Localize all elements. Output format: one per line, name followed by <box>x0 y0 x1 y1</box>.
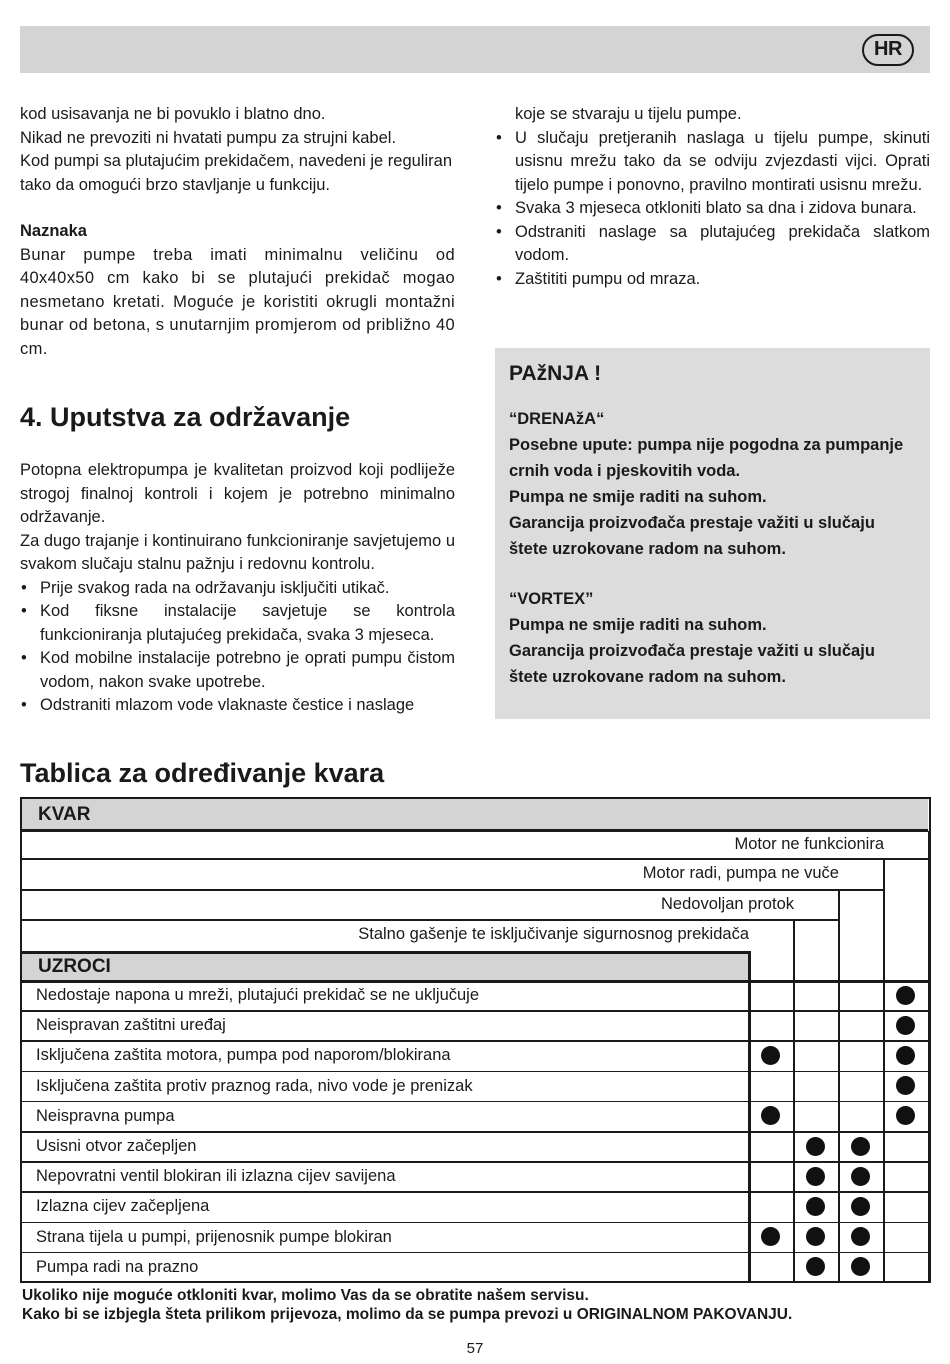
uzroci-band <box>22 951 748 980</box>
fault-cause-dot <box>806 1167 825 1186</box>
maintenance-paragraph-1: Potopna elektropumpa je kvalitetan proizvod koji podliježe strogoj finalnoj kontroli i kojem je potrebno minimalno održavanje. <box>20 461 455 526</box>
footer-line-2: Kako bi se izbjegla šteta prilikom prijevoza, molimo da se pumpa prevozi u ORIGINALNOM PAKOVANJU. <box>22 1306 793 1323</box>
cause-label: Neispravan zaštitni uređaj <box>36 1016 226 1035</box>
page-number: 57 <box>466 1340 484 1357</box>
warning-box <box>495 348 930 719</box>
drenaza-title: “DRENAžA“ <box>509 410 605 428</box>
header-bar <box>20 26 930 73</box>
cause-label: Pumpa radi na prazno <box>36 1257 199 1276</box>
fault-table-title: Tablica za određivanje kvara <box>20 758 385 788</box>
note-text: Bunar pumpe treba imati minimalnu veličinu od 40x40x50 cm kako bi se plutajući prekidač mogao nesmetano kretati. Moguće je koristiti okrugli montažni bunar od betona, s unutarnjim promjerom od približno 40 cm. <box>20 245 455 358</box>
table-rule <box>928 831 930 1282</box>
fault-cause-dot <box>851 1137 870 1156</box>
list-item: • Zaštititi pumpu od mraza. <box>495 268 930 292</box>
table-rule <box>22 919 838 921</box>
intro-line-1: kod usisavanja ne bi povuklo i blatno dno. <box>20 105 326 123</box>
footer-note <box>22 1286 792 1324</box>
cause-label: Izlazna cijev začepljena <box>36 1197 210 1216</box>
table-rule <box>22 858 928 860</box>
fault-cause-dot <box>806 1257 825 1276</box>
table-rule <box>22 1040 928 1042</box>
table-rule <box>22 1191 928 1193</box>
fault-cause-dot <box>851 1257 870 1276</box>
fault-cause-dot <box>806 1137 825 1156</box>
cause-label: Isključena zaštita protiv praznog rada, nivo vode je prenizak <box>36 1076 473 1095</box>
continuation-text: koje se stvaraju u tijelu pumpe. <box>515 105 742 123</box>
fault-cause-dot <box>761 1046 780 1065</box>
list-item: • Svaka 3 mjeseca otkloniti blato sa dna i zidova bunara. <box>495 197 930 221</box>
table-rule <box>22 889 883 891</box>
right-column <box>495 103 930 291</box>
vortex-line-2: Garancija proizvođača prestaje važiti u slučaju štete uzrokovane radom na suhom. <box>509 642 875 686</box>
fault-cause-dot <box>806 1227 825 1246</box>
intro-line-3: Kod pumpi sa plutajućim prekidačem, navedeni je reguliran tako da omogući brzo stavljanje u funkciju. <box>20 152 452 194</box>
cause-label: Nepovratni ventil blokiran ili izlazna cijev savijena <box>36 1167 396 1186</box>
fault-cause-dot <box>851 1227 870 1246</box>
fault-cause-dot <box>896 1046 915 1065</box>
fault-cause-dot <box>851 1197 870 1216</box>
fault-cause-dot <box>896 1016 915 1035</box>
language-badge: HR <box>862 34 914 66</box>
table-rule <box>22 1161 928 1163</box>
drenaza-line-1: Posebne upute: pumpa nije pogodna za pumpanje crnih voda i pjeskovitih voda. <box>509 436 904 480</box>
fault-cause-dot <box>761 1106 780 1125</box>
cause-label: Usisni otvor začepljen <box>36 1137 197 1155</box>
drenaza-line-3: Garancija proizvođača prestaje važiti u slučaju štete uzrokovane radom na suhom. <box>509 514 875 558</box>
warning-title: PAžNJA ! <box>509 362 602 385</box>
cause-label: Isključena zaštita motora, pumpa pod naporom/blokirana <box>36 1046 451 1065</box>
maintenance-bullet-list <box>20 577 455 718</box>
fault-cause-dot <box>896 1106 915 1125</box>
cause-label: Strana tijela u pumpi, prijenosnik pumpe blokiran <box>36 1227 392 1246</box>
table-rule <box>22 1010 928 1012</box>
fault-table <box>20 797 931 1283</box>
footer-line-1: Ukoliko nije moguće otkloniti kvar, molimo Vas da se obratite našem servisu. <box>22 1287 589 1304</box>
kvar-band <box>22 799 928 829</box>
list-item: • U slučaju pretjeranih naslaga u tijelu pumpe, skinuti usisnu mrežu tako da se odviju zvjezdasti vijci. Oprati tijelo pumpe i ponovno, pravilno montirati usisnu mrežu. <box>495 127 930 198</box>
list-item: • Odstraniti mlazom vode vlaknaste čestice i naslage <box>20 694 455 718</box>
left-column <box>20 103 455 718</box>
intro-line-2: Nikad ne prevoziti ni hvatati pumpu za strujni kabel. <box>20 128 397 147</box>
cause-label: Neispravna pumpa <box>36 1106 175 1125</box>
fault-label-motor-radi-pumpa-ne-vuce: Motor radi, pumpa ne vuče <box>642 864 839 882</box>
vortex-title: “VORTEX” <box>509 590 594 608</box>
uzroci-label: UZROCI <box>38 956 111 977</box>
fault-cause-dot <box>806 1197 825 1216</box>
fault-label-stalno-gasenje: Stalno gašenje te isključivanje sigurnosnog prekidača <box>358 925 749 943</box>
fault-cause-dot <box>851 1167 870 1186</box>
vortex-line-1: Pumpa ne smije raditi na suhom. <box>509 616 767 634</box>
table-rule <box>22 1252 928 1254</box>
maintenance-paragraph-2: Za dugo trajanje i kontinuirano funkcioniranje savjetujemo u svakom slučaju stalnu pažnju i redovnu kontrolu. <box>20 531 455 573</box>
list-item: • Kod fiksne instalacije savjetuje se kontrola funkcioniranja plutajućeg prekidača, svaka 3 mjeseca. <box>20 600 455 647</box>
right-bullet-list <box>495 127 930 292</box>
fault-cause-dot <box>896 986 915 1005</box>
fault-cause-dot <box>896 1076 915 1095</box>
cause-label: Nedostaje napona u mreži, plutajući prekidač se ne uključuje <box>36 986 480 1004</box>
table-rule <box>22 951 749 954</box>
table-rule <box>748 951 751 1282</box>
table-rule <box>22 1071 928 1073</box>
list-item: • Odstraniti naslage sa plutajućeg prekidača slatkom vodom. <box>495 221 930 268</box>
table-rule <box>22 1131 928 1133</box>
list-item: • Prije svakog rada na održavanju isključiti utikač. <box>20 577 455 601</box>
drenaza-line-2: Pumpa ne smije raditi na suhom. <box>509 488 767 506</box>
kvar-label: KVAR <box>38 804 91 825</box>
note-title: Naznaka <box>20 222 87 240</box>
maintenance-section-title: 4. Uputstva za održavanje <box>20 402 351 432</box>
table-rule <box>22 1101 928 1103</box>
table-rule <box>22 1222 928 1224</box>
table-rule <box>22 829 928 832</box>
fault-label-nedovoljan-protok: Nedovoljan protok <box>661 895 794 913</box>
fault-label-motor-ne-funkcionira: Motor ne funkcionira <box>734 835 884 853</box>
fault-cause-dot <box>761 1227 780 1246</box>
list-item: • Kod mobilne instalacije potrebno je oprati pumpu čistom vodom, nakon svake upotrebe. <box>20 647 455 694</box>
